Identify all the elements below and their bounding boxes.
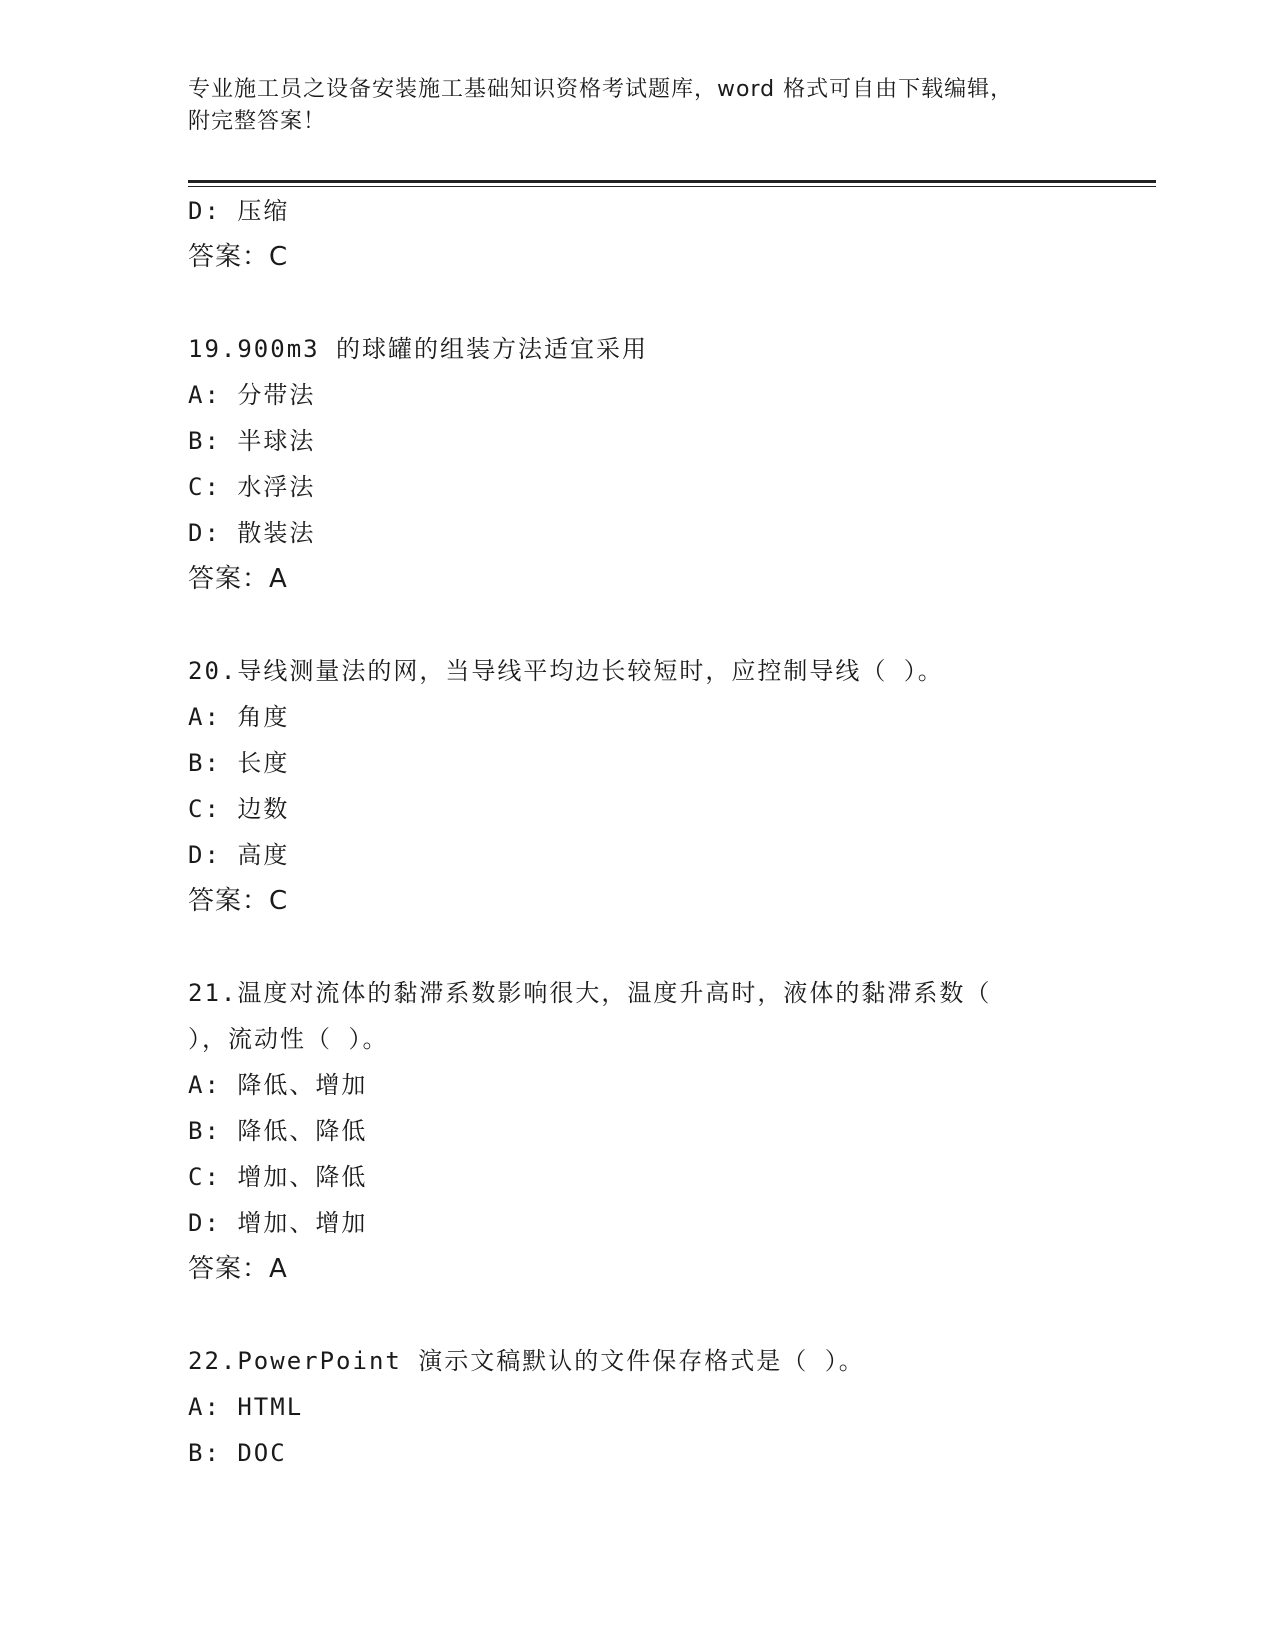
question-text: 21.温度对流体的黏滞系数影响很大，温度升高时，液体的黏滞系数（: [188, 979, 992, 1007]
option-d: D: 高度: [188, 841, 290, 869]
option-a: A: 降低、增加: [188, 1071, 368, 1099]
question-19: [188, 326, 1156, 602]
header-divider-thick: [188, 180, 1156, 183]
question-21: [188, 970, 1156, 1292]
question-text: 22.PowerPoint 演示文稿默认的文件保存格式是（ ）。: [188, 1347, 865, 1375]
question-text-continued: ），流动性（ ）。: [188, 1025, 389, 1053]
header-line-2: 附完整答案！: [188, 109, 327, 134]
option-b: B: 降低、降低: [188, 1117, 368, 1145]
option-b: B: 长度: [188, 749, 290, 777]
answer: 答案：A: [188, 1254, 288, 1284]
option-c: C: 边数: [188, 795, 290, 823]
question-text: 19.900m3 的球罐的组装方法适宜采用: [188, 335, 649, 363]
option-c: C: 增加、降低: [188, 1163, 368, 1191]
option-b: B: 半球法: [188, 427, 316, 455]
previous-option-d: D: 压缩: [188, 197, 290, 225]
option-c: C: 水浮法: [188, 473, 316, 501]
previous-answer: 答案：C: [188, 242, 289, 272]
option-b: B: DOC: [188, 1439, 287, 1467]
option-d: D: 散装法: [188, 519, 316, 547]
spacer: [188, 924, 1156, 970]
header-line-1: 专业施工员之设备安装施工基础知识资格考试题库，word 格式可自由下载编辑，: [188, 77, 1014, 102]
option-a: A: HTML: [188, 1393, 304, 1421]
option-d: D: 增加、增加: [188, 1209, 368, 1237]
question-20: [188, 648, 1156, 924]
question-content: [188, 188, 1156, 1476]
spacer: [188, 1292, 1156, 1338]
option-a: A: 角度: [188, 703, 290, 731]
question-text: 20.导线测量法的网，当导线平均边长较短时，应控制导线（ ）。: [188, 657, 944, 685]
answer: 答案：C: [188, 886, 289, 916]
spacer: [188, 280, 1156, 326]
question-22: [188, 1338, 1156, 1476]
answer: 答案：A: [188, 564, 288, 594]
header-divider-thin: [188, 186, 1156, 187]
option-a: A: 分带法: [188, 381, 316, 409]
spacer: [188, 602, 1156, 648]
document-header: [188, 74, 1088, 138]
